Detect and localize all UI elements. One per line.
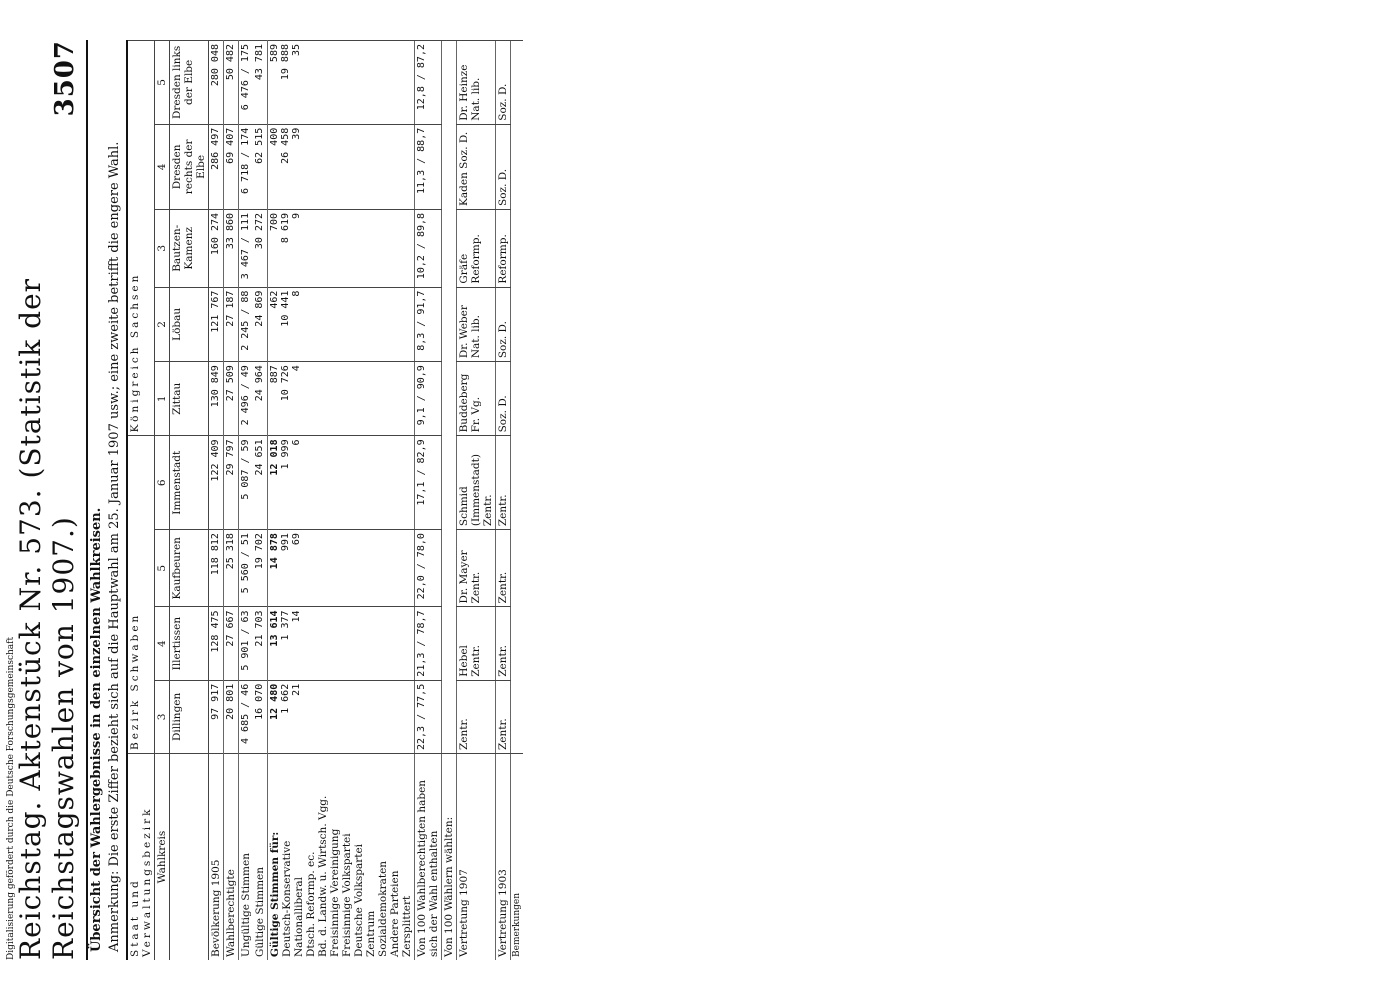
vertretung-cell: Hebel Zentr.	[457, 607, 496, 680]
bevoelkerung-row	[209, 41, 224, 961]
party-name: Freisinnige Volkspartei	[341, 833, 353, 957]
v100-cell: 12,8 / 87,2	[415, 41, 442, 125]
wb-cell: 27 509	[224, 362, 239, 436]
page-title: Reichstag. Aktenstück Nr. 573. (Statistik der Reichstagswahlen von 1907.)	[14, 277, 80, 960]
vertretung-cell: Soz. D.	[496, 124, 511, 209]
v100-cell: 11,3 / 88,7	[415, 124, 442, 209]
party-votes-cell: 887 10 726 4	[268, 362, 415, 436]
bev-cell: 286 497	[209, 124, 224, 209]
gueltig-fuer-label: Gültige Stimmen für:	[269, 831, 281, 957]
vertretung-cell: Kaden Soz. D.	[457, 124, 496, 209]
party-name: Freisinnige Vereinigung	[329, 828, 341, 957]
party-name: Zentrum	[365, 910, 377, 957]
vertretung-cell: Soz. D.	[496, 287, 511, 362]
vertretung-cell: Zentr.	[496, 680, 511, 753]
vertretung-cell: Dr. Mayer Zentr.	[457, 530, 496, 607]
bevoelkerung-label: Bevölkerung 1905	[209, 754, 224, 961]
party-list-row	[268, 41, 415, 961]
party-name: Andere Parteien	[389, 870, 401, 957]
col-name: Kaufbeuren	[170, 530, 209, 607]
party-votes-cell: 13 614 1 377 14	[268, 607, 415, 680]
wb-cell: 20 801	[224, 680, 239, 753]
col-nr: 6	[155, 436, 170, 530]
col-nr: 2	[155, 287, 170, 362]
subtitle	[88, 142, 124, 952]
vertretung-cell: Gräfe Reformp.	[457, 209, 496, 287]
gueltig-cell: 62 515	[253, 124, 268, 209]
v100-cell: 22,0 / 78,0	[415, 530, 442, 607]
wb-cell: 29 797	[224, 436, 239, 530]
stimmenthaltung-row	[415, 41, 442, 961]
ungueltig-cell: 2 245 / 88	[239, 287, 254, 362]
party-votes-cell: 462 10 441 8	[268, 287, 415, 362]
vertretung-cell: Schmid (Immenstadt) Zentr.	[457, 436, 496, 530]
footer-credit: Digitalisierung gefördert durch die Deutsche Forschungsgemeinschaft	[6, 636, 16, 960]
v100-cell: 9,1 / 90,9	[415, 362, 442, 436]
party-name: Sozialdemokraten	[377, 860, 389, 957]
v100-cell: 17,1 / 82,9	[415, 436, 442, 530]
ungueltig-cell: 6 476 / 175	[239, 41, 254, 125]
subtitle-line-1: Übersicht der Wahlergebnisse in den einzelnen Wahlkreisen.	[89, 507, 104, 952]
page-header	[14, 40, 88, 960]
bev-cell: 128 475	[209, 607, 224, 680]
gueltig-cell: 21 703	[253, 607, 268, 680]
ungueltig-cell: 5 901 / 63	[239, 607, 254, 680]
col-name: Illertissen	[170, 607, 209, 680]
wb-cell: 50 482	[224, 41, 239, 125]
wahlberechtigte-label: Wahlberechtigte	[224, 754, 239, 961]
col-nr: 4	[155, 124, 170, 209]
bev-cell: 160 274	[209, 209, 224, 287]
ungueltig-cell: 3 467 / 111	[239, 209, 254, 287]
region-name-sachsen: Königreich Sachsen	[127, 41, 155, 436]
party-votes-cell: 589 19 888 35	[268, 41, 415, 125]
gueltig-cell: 16 070	[253, 680, 268, 753]
vertretung1903-row	[496, 41, 511, 961]
wb-cell: 69 407	[224, 124, 239, 209]
party-name: Nationalliberal	[293, 876, 305, 957]
bemerkungen-label: Bemerkungen	[511, 754, 524, 961]
vertretung-cell: Dr. Weber Nat. lib.	[457, 287, 496, 362]
wb-cell: 25 318	[224, 530, 239, 607]
von100-label: Von 100 Wählern wählten:	[442, 754, 457, 961]
col-name: Zittau	[170, 362, 209, 436]
col-nr: 3	[155, 680, 170, 753]
party-votes-cell: 700 8 619 9	[268, 209, 415, 287]
vertretung-cell: Soz. D.	[496, 362, 511, 436]
v100-cell: 21,3 / 78,7	[415, 607, 442, 680]
bemerkungen-row	[511, 41, 524, 961]
col-name: Bautzen-Kamenz	[170, 209, 209, 287]
page-number: 3507	[50, 40, 80, 117]
party-votes-cell: 12 480 1 662 21	[268, 680, 415, 753]
v100-cell: 10,2 / 89,8	[415, 209, 442, 287]
gueltig-cell: 30 272	[253, 209, 268, 287]
wb-cell: 33 860	[224, 209, 239, 287]
col-nr: 5	[155, 41, 170, 125]
ungueltig-cell: 6 718 / 174	[239, 124, 254, 209]
bev-cell: 118 812	[209, 530, 224, 607]
col-nr: 3	[155, 209, 170, 287]
subtitle-line-2: Anmerkung: Die erste Ziffer bezieht sich auf die Hauptwahl am 25. Januar 1907 usw.; eine zweite betrifft die engere Wahl.	[107, 141, 122, 952]
gueltig-label: Gültige Stimmen	[253, 754, 268, 961]
staat-label: Staat und Verwaltungsbezirk	[127, 754, 155, 961]
party-name: Zersplittert	[401, 895, 413, 957]
vertretung-cell: Soz. D.	[496, 41, 511, 125]
vertretung1907-label: Vertretung 1907	[457, 754, 496, 961]
party-name: Deutsche Volkspartei	[353, 843, 365, 957]
col-nr: 5	[155, 530, 170, 607]
gueltig-cell: 19 702	[253, 530, 268, 607]
gueltig-row	[253, 41, 268, 961]
vertretung-cell: Dr. Heinze Nat. lib.	[457, 41, 496, 125]
party-list	[268, 754, 415, 961]
stimmenthaltung-label: Von 100 Wahlberechtigten haben sich der Wahl enthalten	[415, 754, 442, 961]
gueltig-cell: 43 781	[253, 41, 268, 125]
gueltig-cell: 24 964	[253, 362, 268, 436]
col-name: Dresden links der Elbe	[170, 41, 209, 125]
ungueltig-cell: 5 087 / 59	[239, 436, 254, 530]
vertretung-cell: Reformp.	[496, 209, 511, 287]
gueltig-cell: 24 651	[253, 436, 268, 530]
wb-cell: 27 187	[224, 287, 239, 362]
party-name: Bd. d. Landw. u. Wirtsch. Vgg.	[317, 795, 329, 957]
v100-cell: 8,3 / 91,7	[415, 287, 442, 362]
ungueltig-cell: 5 560 / 51	[239, 530, 254, 607]
col-name: Dresden rechts der Elbe	[170, 124, 209, 209]
vertretung-cell: Zentr.	[496, 530, 511, 607]
gueltig-cell: 24 869	[253, 287, 268, 362]
party-votes-cell: 14 878 991 69	[268, 530, 415, 607]
bev-cell: 130 849	[209, 362, 224, 436]
ungueltig-label: Ungültige Stimmen	[239, 754, 254, 961]
ungueltig-cell: 4 685 / 46	[239, 680, 254, 753]
wb-cell: 27 667	[224, 607, 239, 680]
vertretung1907-row	[457, 41, 496, 961]
col-nr: 4	[155, 607, 170, 680]
party-votes-cell: 400 26 458 39	[268, 124, 415, 209]
ungueltig-cell: 2 496 / 49	[239, 362, 254, 436]
party-name: Deutsch-Konservative	[281, 840, 293, 957]
party-name: Dtsch. Reformp. ec.	[305, 851, 317, 957]
vertretung-cell: Zentr.	[496, 607, 511, 680]
vertretung-cell: Zentr.	[457, 680, 496, 753]
vertretung-cell: Buddeberg Fr. Vg.	[457, 362, 496, 436]
col-name: Immenstadt	[170, 436, 209, 530]
v100-cell: 22,3 / 77,5	[415, 680, 442, 753]
region-header-row	[127, 41, 155, 961]
party-votes-cell: 12 018 1 999 6	[268, 436, 415, 530]
wahlkreis-name-row	[170, 41, 209, 961]
col-name: Löbau	[170, 287, 209, 362]
vertretung-cell: Zentr.	[496, 436, 511, 530]
col-name: Dillingen	[170, 680, 209, 753]
ungueltig-row	[239, 41, 254, 961]
region-name-schwaben: Bezirk Schwaben	[127, 436, 155, 754]
bev-cell: 97 917	[209, 680, 224, 753]
wahlkreis-number-row	[155, 41, 170, 961]
vertretung1903-label: Vertretung 1903	[496, 754, 511, 961]
wahlberechtigte-row	[224, 41, 239, 961]
wahlkreis-label: Wahlkreis	[155, 754, 170, 961]
election-statistics-table	[126, 40, 523, 960]
von100-row	[442, 41, 457, 961]
col-nr: 1	[155, 362, 170, 436]
bev-cell: 121 767	[209, 287, 224, 362]
bev-cell: 280 048	[209, 41, 224, 125]
bev-cell: 122 409	[209, 436, 224, 530]
